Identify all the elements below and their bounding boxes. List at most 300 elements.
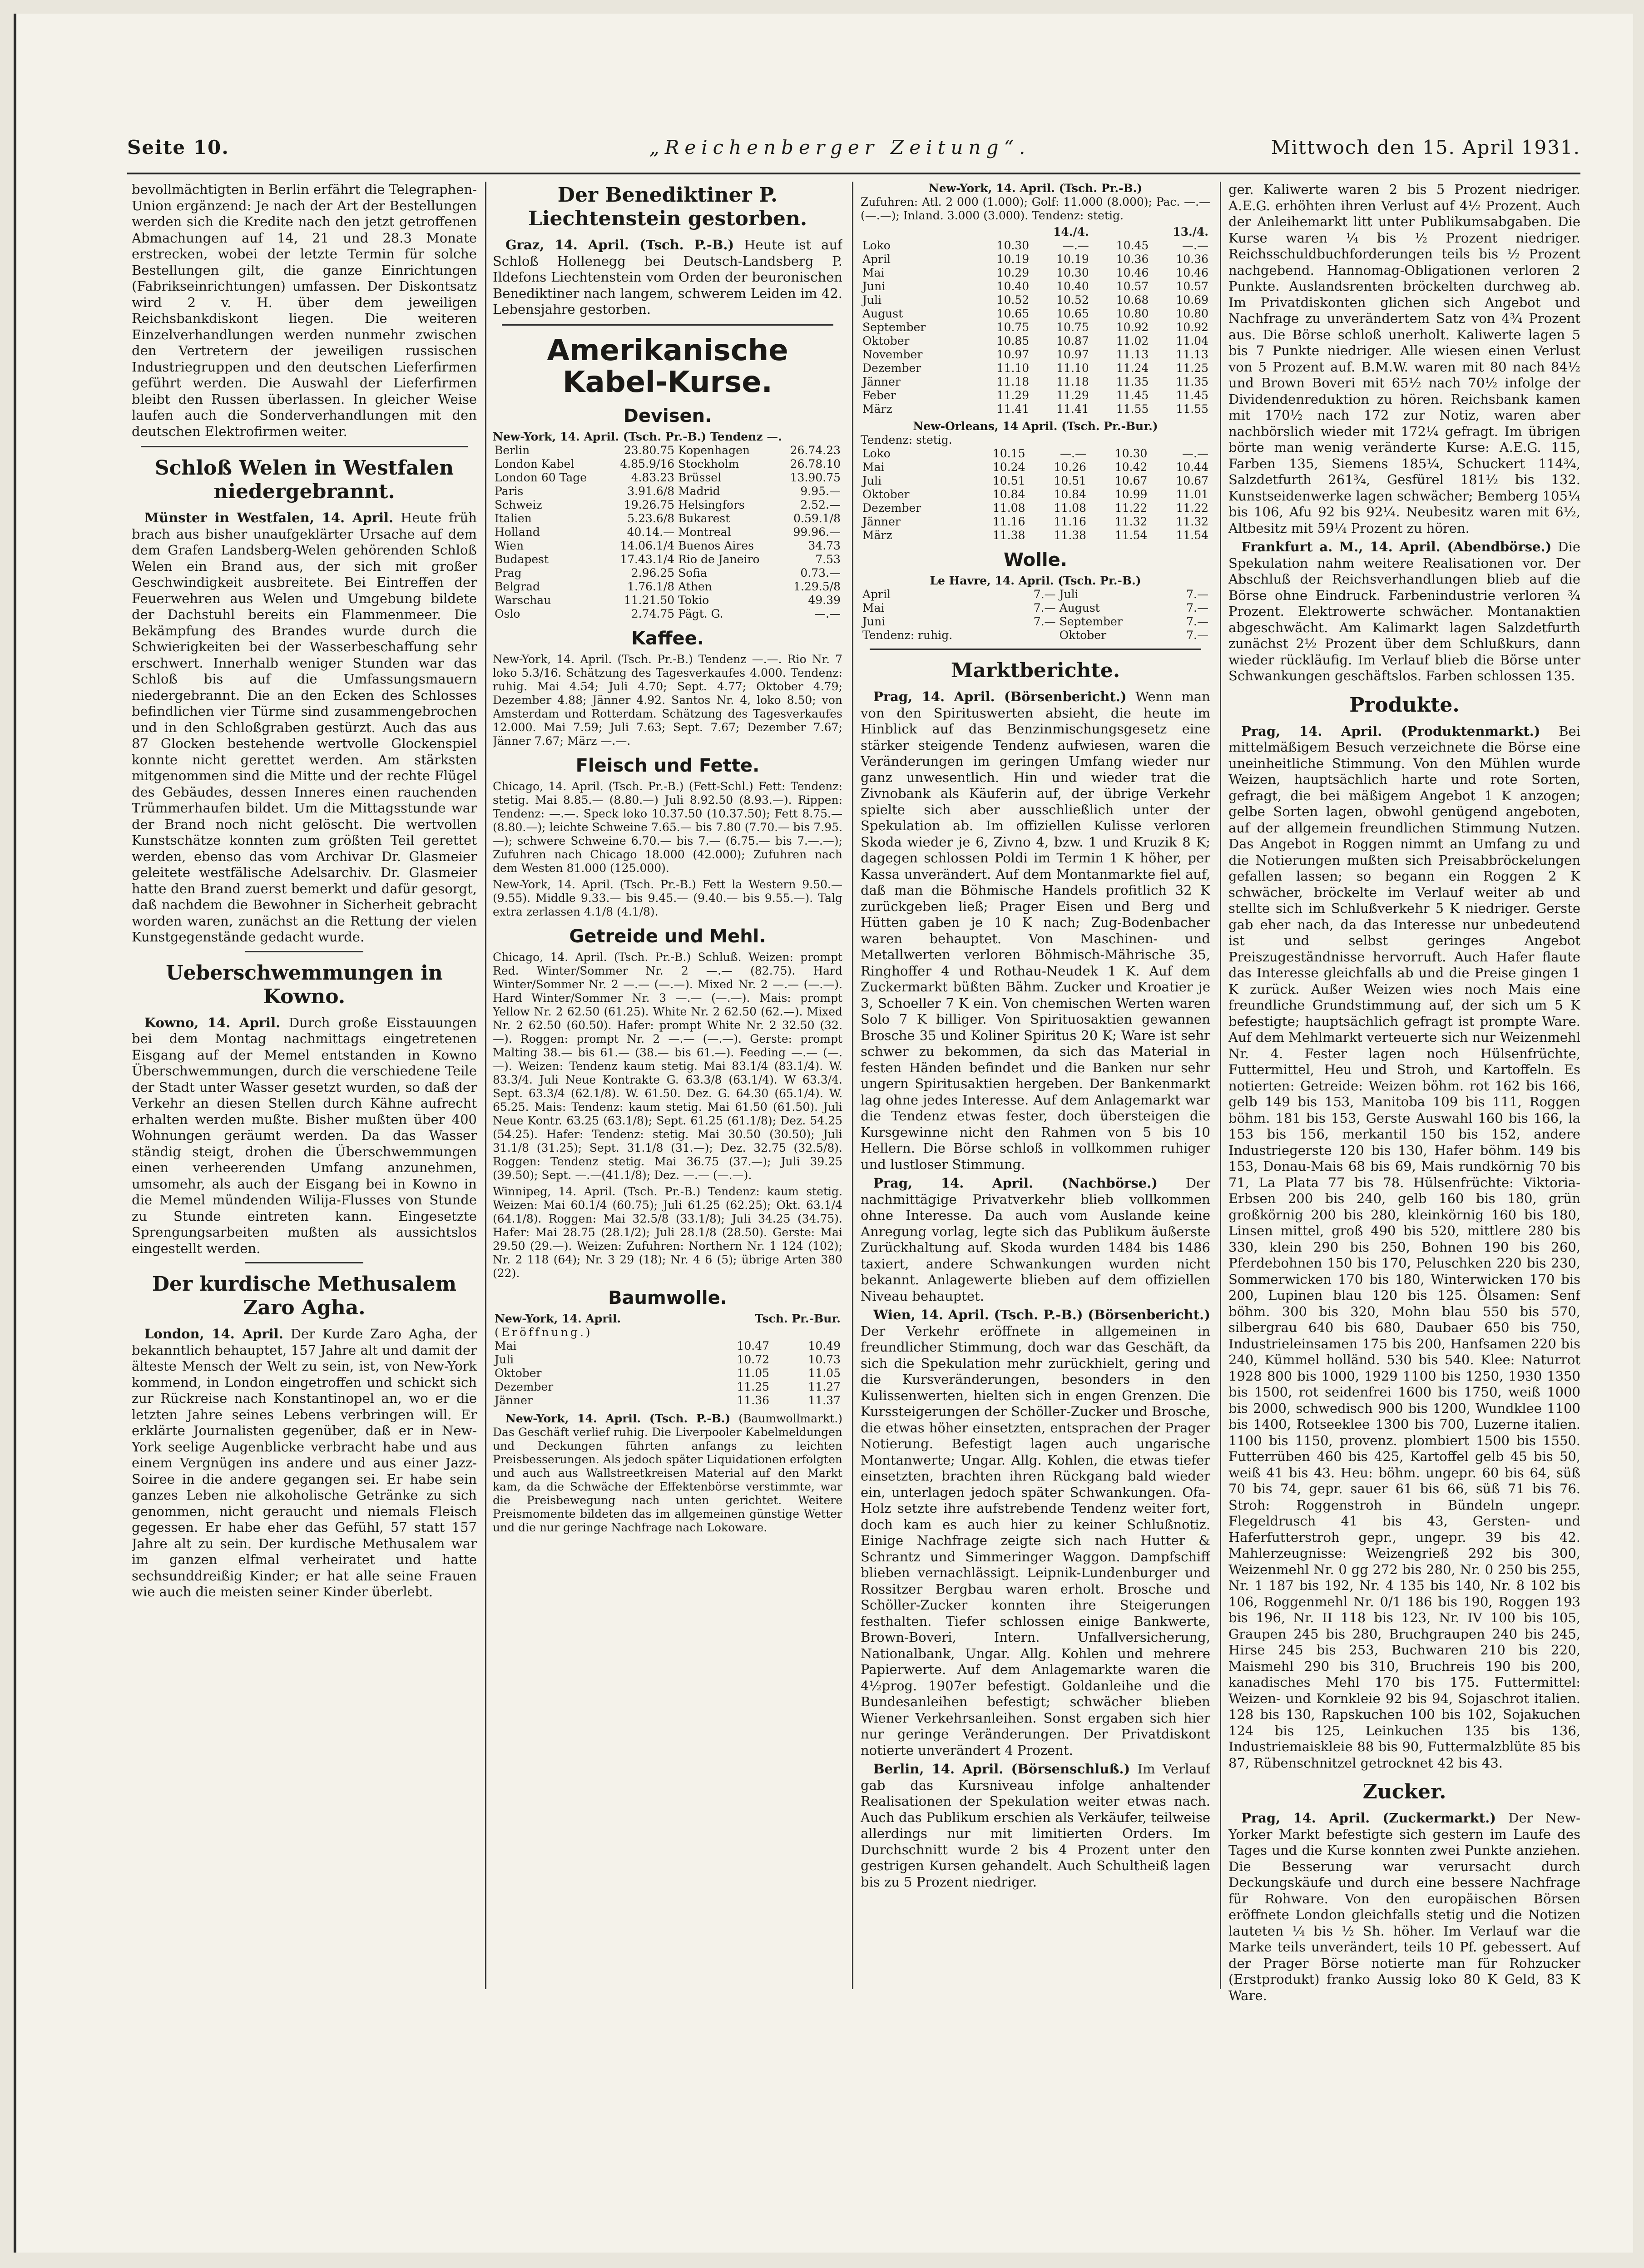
table-row [861,601,1210,615]
table-cell: 23.80.75 [624,443,675,457]
table-cell: 11.29 [1056,389,1089,402]
wolle-rows [861,588,1210,642]
section-title-kabel-kurse: Amerikanische Kabel-Kurse. [547,333,788,399]
table-cell: 10.67 [1176,474,1208,487]
subsection-getreide: Getreide und Mehl. [569,926,766,947]
table-cell: 10.67 [1114,474,1148,487]
table-cell: 10.65 [1056,307,1089,320]
table-cell: 11.45 [1176,389,1208,402]
table-cell: —.— [1060,447,1086,460]
table-cell: 26.74.23 [790,443,841,457]
table-row [493,607,842,621]
table-cell: 11.45 [1116,389,1149,402]
table-cell: 10.46 [1116,266,1149,279]
article-body: Die Spekulation nahm weitere Realisationen vor. Der Abschluß der Reichsverhandlungen blieb auf die Börse ohne Eindruck. Farbenindustrie verloren ¾ Prozent. Elektrowerte schwächer. Montanaktien abgeschwächt. Am Kalimarkt lagen Salzdetfurth zunächst 2½ Prozent über dem Schlußkurs, dann wieder rückläufig. Im Verlauf blieb die Börse unter Schwankungen geschäftslos. Farben schlossen 135. [1228,539,1580,683]
table-cell: 7.— [1186,629,1208,642]
table-cell: 99.96.— [793,525,841,539]
table-cell: 10.52 [996,293,1030,307]
section-title-marktberichte: Marktberichte. [951,659,1120,682]
table-cell: 11.05 [737,1366,770,1380]
dateline: Prag, 14. April. (Börsenbericht.) [873,689,1127,704]
table-cell: 4.85.9/16 [620,457,675,470]
dateline: Berlin, 14. April. (Börsenschluß.) [873,1761,1130,1777]
article-body: (Baumwollmarkt.) Das Geschäft verlief ruhig. Die Liverpooler Kabelmeldungen und Deckungen führten anfangs zu leichten Preisbesserungen. Als jedoch später Liquidationen erfolgten und auch aus Wallstreetkreisen Material auf den Markt kam, da die Schwäche der Effektenbörse verstimmte, war die Preisbewegung nach unten gerichtet. Weitere Preismomente bildeten das im allgemeinen günstige Wetter und die nur geringe Nachfrage nach Lokoware. [493,1411,842,1534]
table-cell: 13./4. [1173,225,1208,238]
table-row [861,615,1210,629]
table-row [493,498,842,512]
table-row [493,457,842,471]
table-cell: Juli [862,474,882,487]
table-row [861,488,1210,501]
section-separator [502,324,833,326]
table-cell: 10.73 [808,1352,841,1366]
table-cell: Juli [862,293,882,307]
table-cell: 10.45 [1116,239,1149,252]
table-cell: 10.30 [996,239,1030,252]
table-cell: 11.41 [1056,402,1089,416]
table-cell: Athen [678,579,712,593]
table-cell: 10.24 [992,461,1025,474]
table-cell: Juni [862,615,886,628]
table-cell: Mai [862,601,885,614]
table-cell: 10.97 [996,348,1030,361]
table-cell: 10.42 [1114,461,1148,474]
wolle-table [861,588,1210,642]
table-cell: 10.75 [996,321,1030,334]
table-row [861,307,1210,321]
column-4 [1228,182,1580,2098]
table-row [861,280,1210,293]
article-body: Der Verkehr eröffnete in allgemeinen in freundlicher Stimmung, doch war das Geschäft, da sich die Spekulation mehr zurückhielt, gering und die Kursveränderungen, besonders in den Kulissenwerten, hielten sich in engen Grenzen. Die Kurssteigerungen der Schöller-Zucker und Brosche, die etwas höher einsetzten, entsprachen der Prager Notierung. Befestigt lagen auch ungarische Montanwerte; Ungar. Allg. Kohlen, die etwas tiefer einsetzten, brachten ihren Rückgang bald wieder ein, unterlagen jedoch später Schwankungen. Ofa-Holz setzte ihre aufstrebende Tendenz weiter fort, doch kam es auch hier zu keiner Schlußnotiz. Einige Nachfrage zeigte sich nach Hutter & Schrantz und Simmeringer Waggon. Dampfschiff blieben vernachlässigt. Leipnik-Lundenburger und Rossitzer Bergbau waren erholt. Brosche und Schöller-Zucker konnten ihre Steigerungen festhalten. Tiefer schlossen einige Bankwerte, Brown-Boveri, Intern. Unfallversicherung, Nationalbank, Ungar. Allg. Kohlen und mehrere Papierwerte. Auf dem Anlagemarkte waren die 4½prog. 1907er befestigt. Goldanleihe und die Bundesanleihen befestigt; schwächer blieben Wiener Verkehrsanleihen. Sonst ergaben sich hier nur geringe Veränderungen. Der Privatdiskont notierte unverändert 4 Prozent. [861,1323,1210,1758]
table-row [493,1353,842,1367]
table-cell: 11.25 [1176,361,1208,375]
table-cell: 14.06.1/4 [620,539,675,552]
table-cell: 10.44 [1176,461,1208,474]
dateline: Prag, 14. April. (Zuckermarkt.) [1241,1810,1496,1826]
dateline: Münster in Westfalen, 14. April. [144,510,394,525]
table-cell: Belgrad [495,579,540,593]
table-cell: 11.21.50 [624,593,675,607]
table-cell: 11.10 [996,361,1030,375]
table-cell: 7.53 [815,552,841,566]
table-cell: 2.74.75 [631,607,675,620]
table-cell: 26.78.10 [790,457,841,470]
table-cell: 11.32 [1114,515,1148,528]
dateline: Prag, 14. April. (Produktenmarkt.) [1241,723,1540,739]
column-1 [132,182,477,2098]
table-cell: 11.16 [992,515,1025,528]
table-cell: 11.02 [1116,334,1149,347]
getreide-text: Chicago, 14. April. (Tsch. Pr.-B.) Schluß. Weizen: prompt Red. Winter/Sommer Nr. 2 —.— (82.75). Hard Winter/Sommer Nr. 2 —.— (—.—). Mixed Nr. 2 —.— (—.—). Hard Winter/Sommer Nr. 3 —.— (—.—). Mais: prompt Yellow Nr. 2 62.50 (61.25). White Nr. 2 62.50 (62.—). Mixed Nr. 2 62.50 (60.50). Hafer: prompt White Nr. 2 32.50 (32.—). Roggen: prompt Nr. 2 —.— (—.—). Gerste: prompt Malting 38.— bis 61.— (38.— bis 61.—). Feeding —.— (—.—). Weizen: Tendenz kaum stetig. Mai 83.1/4 (83.1/4). W. 83.3/4. Juli Neue Kontrakte G. 63.3/8 (63.1/4). W 63.3/4. Sept. 63.3/4 (62.1/8). W. 61.50. Dez. G. 64.30 (65.1/4). W. 65.25. Mais: Tendenz: kaum stetig. Mai 61.50 (61.50). Juli Neue Kontr. 63.25 (63.1/8); Sept. 61.25 (61.1/8); Dez. 54.25 (54.25). Hafer: Tendenz: stetig. Mai 30.50 (30.50); Juli 31.1/8 (31.25); Sept. 31.1/8 (31.—); Dez. 32.75 (32.5/8). Roggen: Tendenz stetig. Mai 36.75 (37.—); Juli 39.25 (39.50); Sept. —.—(41.1/8); Dez. —.— (—.—). [493,950,842,1182]
table-cell: Oktober [862,334,910,347]
table-cell: 11.54 [1176,529,1208,542]
subsection-devisen: Devisen. [623,405,712,426]
table-cell: Mai [862,266,885,279]
headline-zaro-agha: Der kurdische Methusalem Zaro Agha. [152,1273,457,1319]
table-row [861,375,1210,389]
article-continuation: bevollmächtigten in Berlin erfährt die Telegraphen-Union ergänzend: Je nach der Art der Bestellungen werden sich die Kredite nach den jetzt getroffenen Abmachungen auf 14, 21 und 28.3 Monate erstrecken, wobei der letzte Termin für solche Bestellungen gilt, die ganze Einrichtungen (Fabrikseinrichtungen) umfassen. Der Diskontsatz wird 2 v. H. über dem jeweiligen Reichsbankdiskont liegen. Die weiteren Einzelverhandlungen werden nunmehr zwischen den Vertretern der jeweiligen russischen Industriegruppen und den deutschen Lieferfirmen geführt werden. Die Auswahl der Lieferfirmen bleibt den Russen überlassen. In gleicher Weise laufen auch die Sonderverhandlungen mit den deutschen Elektrofirmen weiter. [132,182,477,439]
table-cell: Italien [495,511,532,525]
header-rule [127,173,1580,174]
table-cell: Tendenz: ruhig. [862,629,953,642]
table-row [861,402,1210,416]
table-cell: New-York, 14. April. [495,1312,621,1325]
table-cell: Wien [495,539,524,552]
table-row [861,253,1210,266]
issue-date: Mittwoch den 15. April 1931. [1271,136,1580,158]
table-cell: 1.76.1/8 [627,579,675,593]
table-cell: 11.27 [808,1380,841,1393]
table-cell: Holland [495,525,540,539]
table-row [493,444,842,457]
table-cell: 10.72 [737,1352,770,1366]
table-cell: August [1059,601,1100,614]
table-cell: 11.38 [992,529,1025,542]
table-cell: 0.59.1/8 [793,511,841,525]
article-body: Heute früh brach aus bisher unaufgeklärter Ursache auf dem dem Grafen Landsberg-Welen gehörenden Schloß Welen ein Brand aus, der sich mit großer Geschwindigkeit ausbreitete. Bei Eintreffen der Feuerwehren aus Welen und Umgebung bildete der Dachstuhl bereits ein Flammenmeer. Die Bekämpfung des Brandes wurde durch die Schwierigkeiten bei der Wasserbeschaffung sehr erschwert. Innerhalb weniger Stunden war das Schloß bis auf die Umfassungsmauern niedergebrannt. Die an den Ecken des Schlosses befindlichen vier Türme sind zusammengebrochen und in den Schloßgraben gestürzt. Auch das aus 87 Glocken bestehende wertvolle Glockenspiel konnte nicht gerettet werden. Am stärksten mitgenommen sind die Mitte und der rechte Flügel des Gebäudes, dessen Inneres einen rauchenden Trümmerhaufen bildet. Um die Mittagsstunde war der Brand noch nicht gelöscht. Die wertvollen Kunstschätze konnten zum größten Teil gerettet werden, ebenso das vom Archivar Dr. Glasmeier geleitete westfälische Adelsarchiv. Dr. Glasmeier hatte den Brand zuerst bemerkt und dafür gesorgt, daß nachdem die Bewohner in Sicherheit gebracht worden waren, zunächst an die Rettung der vielen Kunstgegenstände gedacht wurde. [132,510,477,945]
column-3 [861,182,1210,2098]
table-cell [861,225,971,239]
table-cell: London Kabel [495,457,574,470]
table-cell: Oktober [495,1366,542,1380]
dateline: Frankfurt a. M., 14. April. (Abendbörse.) [1241,539,1552,555]
table-cell: 11.25 [737,1380,770,1393]
table-cell: 3.91.6/8 [627,484,675,498]
table-cell: Brüssel [678,470,722,484]
table-cell: 7.— [1033,588,1056,601]
table-row [493,1394,842,1407]
table-row [861,629,1210,642]
table-cell: Madrid [678,484,720,498]
subsection-baumwolle: Baumwolle. [608,1287,727,1308]
devisen-table [493,444,842,621]
table-cell: 11.37 [808,1393,841,1407]
table-row [493,485,842,498]
table-cell: Sofia [678,566,707,579]
table-cell: 10.69 [1176,293,1208,307]
table-cell: 40.14.— [627,525,675,539]
table-row [861,348,1210,361]
kaffee-text: New-York, 14. April. (Tsch. Pr.-B.) Tendenz —.—. Rio Nr. 7 loko 5.3/16. Schätzung des Tagesverkaufes 4.000. Tendenz: ruhig. Mai 4.54; Juli 4.70; Sept. 4.77; Oktober 4.79; Dezember 4.88; Jänner 4.92. Santos Nr. 4, loko 8.50; von Amsterdam und Rotterdam. Schätzung des Tagesverkaufes 12.000. Mai 7.59; Juli 7.63; Sept. 7.67; Dezember 7.67; Jänner 7.67; März —.—. [493,652,842,748]
table-row [493,1312,842,1326]
table-cell: 7.— [1186,601,1208,614]
article-separator [141,446,468,447]
table-cell: 11.18 [1056,375,1089,388]
table-cell: 10.99 [1114,488,1148,501]
table-cell: 10.49 [808,1339,841,1352]
table-cell: 10.26 [1054,461,1086,474]
table-cell: 11.36 [737,1393,770,1407]
table-cell: 10.57 [1176,280,1208,293]
headline-schloss-welen: Schloß Welen in Westfalen niedergebrannt. [154,456,454,503]
headline-liechtenstein: Der Benediktiner P. Liechtenstein gestorben. [528,183,807,230]
table-row [861,321,1210,334]
table-cell: 10.29 [996,266,1030,279]
column-divider [852,182,853,1989]
table-cell: 10.80 [1116,307,1149,320]
table-row [493,525,842,539]
table-cell: 10.80 [1176,307,1208,320]
article-body: Bei mittelmäßigem Besuch verzeichnete die Börse eine uneinheitliche Stimmung. Von den Mühlen wurde Weizen, hauptsächlich harte und rote Sorten, gefragt, die bei mäßigem Angebot 1 K anzogen; gelbe Sorten lagen, obwohl genügend angeboten, auf der allgemein freundlichen Stimmung Nutzen. Das Angebot in Roggen nimmt an Umfang zu und die Notierungen mußten sich Preisabbröckelungen gefallen lassen; so begann ein Roggen 2 K schwächer, bröckelte im Verlauf weiter ab und stellte sich im Schlußverkehr 5 K niedriger. Gerste gab eher nach, da das Interesse nur unbedeutend ist und selbst geringes Angebot Preiszugeständnisse hervorruft. Auch Hafer flaute das Interesse gleichfalls ab und die Preise gingen 1 K zurück. Außer Weizen wies noch Mais eine freundliche Grundstimmung auf, der sich um 5 K befestigte; hauptsächlich gefragt ist prompte Ware. Auf dem Mehlmarkt verteuerte sich nur Weizenmehl Nr. 4. Fester lagen noch Hülsenfrüchte, Futtermittel, Heu und Stroh, und Kartoffeln. Es notierten: Getreide: Weizen böhm. rot 162 bis 166, gelb 149 bis 153, Manitoba 109 bis 111, Roggen böhm. 181 bis 153, Gerste Auswahl 160 bis 166, la 153 bis 156, merkantil 150 bis 152, andere Industriegerste 120 bis 130, Hafer böhm. 149 bis 153, Donau-Mais 68 bis 69, Mais rundkörnig 70 bis 71, La Plata 77 bis 78. Hülsenfrüchte: Viktoria-Erbsen 200 bis 240, gelb 160 bis 180, grün großkörnig 200 bis 280, kleinkörnig 160 bis 180, Linsen mittel, groß 490 bis 520, mittlere 280 bis 330, klein 290 bis 250, Bohnen 190 bis 260, Pferdebohnen 150 bis 170, Peluschken 220 bis 230, Sommerwicken 170 bis 180, Winterwicken 170 bis 200, Lupinen blau 120 bis 125. Ölsamen: Senf böhm. 300 bis 320, Mohn blau 550 bis 570, silbergrau 640 bis 680, Daubaer 650 bis 750, Industrieleinsamen 175 bis 200, Hanfsamen 220 bis 240, Kümmel holländ. 530 bis 540. Klee: Naturrot 1928 800 bis 1000, 1929 1100 bis 1250, 1930 1350 bis 1500, rot seidenfrei 1600 bis 1750, weiß 1000 bis 2000, schwedisch 900 bis 1200, Wundklee 1100 bis 1400, Rotseeklee 1300 bis 700, Luzerne italien. 1100 bis 1150, provenz. plombiert 1500 bis 1550. Futterrüben 460 bis 425, Kartoffel gelb 45 bis 50, weiß 41 bis 43. Heu: böhm. ungepr. 60 bis 64, süß 70 bis 74, gepr. sauer 61 bis 66, süß 71 bis 76. Stroh: Roggenstroh in Bündeln ungepr. Flegeldrusch 41 bis 43, Gersten- und Haferfutterstroh gepr., ungepr. 39 bis 42. Mahlerzeugnisse: Weizengrieß 292 bis 300, Weizenmehl Nr. 0 gg 272 bis 280, Nr. 0 250 bis 255, Nr. 1 187 bis 192, Nr. 4 135 bis 140, Nr. 8 102 bis 106, Roggenmehl Nr. 0/1 186 bis 190, Roggen 193 bis 196, Nr. II 118 bis 123, Nr. IV 100 bis 105, Graupen 245 bis 280, Bruchgraupen 240 bis 245, Hirse 245 bis 253, Buchwaren 210 bis 220, Maismehl 290 bis 310, Bruchreis 190 bis 200, kanadisches Mehl 170 bis 175. Futtermittel: Weizen- und Kornkleie 92 bis 94, Sojaschrot italien. 128 bis 130, Rapskuchen 100 bis 102, Sojakuchen 124 bis 125, Leinkuchen 135 bis 136, Industriemaiskleie 88 bis 90, Futtermalzblüte 85 bis 87, Rübenschnitzel getrocknet 42 bis 43. [1228,723,1580,1771]
table-cell: 5.23.6/8 [627,511,675,525]
table-cell: 11.24 [1116,361,1149,375]
no-cotton-table [861,447,1210,542]
table-cell: 11.08 [992,501,1025,515]
table-cell: Prag [495,566,522,579]
table-cell: Pägt. G. [678,607,723,620]
table-row [861,266,1210,280]
column-2 [493,182,842,2098]
table-cell: —.— [1062,239,1089,252]
table-cell: Juli [1059,588,1079,601]
table-cell: 10.92 [1176,321,1208,334]
article-body: Der Kurde Zaro Agha, der bekanntlich behauptet, 157 Jahre alt und damit der älteste Mensch der Welt zu sein, ist, von New-York kommend, in London eingetroffen und schickt sich zur Rückreise nach Konstantinopel an, wo er die letzten Jahre seines Lebens verbringen will. Er erklärte Journalisten gegenüber, daß er in New-York seelige Augenblicke verbracht habe und aus einem Vergnügen ins andere und aus einer Jazz-Soiree in die andere gegangen sei. Er habe sein ganzes Leben nie alkoholische Getränke zu sich genommen, nicht geraucht und niemals Fleisch gegessen. Er habe eher das Gefühl, 57 statt 157 Jahre alt zu sein. Der kurdische Methusalem war im ganzen elfmal verheiratet und hatte sechsunddreißig Kinder; er hat alle seine Frauen wie auch die meisten seiner Kinder überlebt. [132,1326,477,1599]
table-row [493,512,842,525]
table-cell: Dezember [495,1380,554,1393]
table-cell: 11.55 [1116,402,1149,416]
ny-header: New-York, 14. April. (Tsch. Pr.-B.) [928,182,1143,195]
table-cell: August [862,307,903,320]
table-cell: 19.26.75 [624,498,675,511]
no-tendenz: Tendenz: stetig. [861,433,952,446]
table-cell: 11.29 [996,389,1030,402]
subsection-wolle: Wolle. [1004,550,1067,570]
table-cell: 10.47 [737,1339,770,1352]
table-cell: 4.83.23 [631,470,675,484]
table-cell: 7.— [1186,588,1208,601]
table-cell: 10.36 [1176,253,1208,266]
table-cell: 7.— [1033,615,1056,628]
table-row [861,389,1210,402]
table-cell: 11.08 [1054,501,1086,515]
table-row [493,471,842,485]
table-cell: Schweiz [495,498,542,511]
dateline: London, 14. April. [144,1326,283,1342]
section-title-zucker: Zucker. [1362,1780,1446,1803]
article-separator [245,951,363,952]
table-cell: Feber [862,389,896,402]
dateline: Wien, 14. April. (Tsch. P.-B.) (Börsenbericht.) [873,1307,1210,1322]
table-cell: Warschau [495,593,551,607]
table-cell: Berlin [495,443,530,457]
table-cell: 1.29.5/8 [793,579,841,593]
table-cell: 9.95.— [800,484,841,498]
dateline: New-York, 14. April. (Tsch. P.-B.) [505,1411,731,1425]
newspaper-title: „Reichenberger Zeitung“. [649,136,1031,158]
table-cell: 10.57 [1116,280,1149,293]
table-cell: Rio de Janeiro [678,552,760,566]
table-cell: 11.16 [1054,515,1086,528]
table-row [861,474,1210,488]
table-row [493,1326,842,1339]
table-cell: 10.30 [1114,447,1148,460]
table-cell: 49.39 [808,593,841,607]
devisen-header: New-York, 14. April. (Tsch. Pr.-B.) Tendenz —. [493,430,782,443]
headline-kowno: Ueberschwemmungen in Kowno. [166,961,443,1008]
baumwolle-table [493,1312,842,1407]
table-cell: Montreal [678,525,731,539]
table-cell: Helsingfors [678,498,745,511]
no-header: New-Orleans, 14 April. (Tsch. Pr.-Bur.) [913,420,1158,433]
table-cell: —.— [814,607,841,620]
article-body: Heute ist auf Schloß Hollenegg bei Deutsch-Landsberg P. Ildefons Liechtenstein vom Orden der beuronischen Benediktiner nach langem, schwerem Leiden im 42. Lebensjahre gestorben. [493,237,842,317]
table-cell: 34.73 [808,539,841,552]
table-cell: 10.97 [1056,348,1089,361]
table-cell: 11.05 [808,1366,841,1380]
table-cell: Juni [862,280,886,293]
table-cell: 10.46 [1176,266,1208,279]
table-cell: September [862,321,926,334]
dateline: Kowno, 14. April. [144,1015,281,1030]
table-cell: Paris [495,484,524,498]
ny-rows [861,239,1210,416]
table-cell: 11.41 [996,402,1030,416]
table-cell: 13.90.75 [790,470,841,484]
subsection-kaffee: Kaffee. [631,628,704,649]
table-cell: 14./4. [1053,225,1089,238]
table-row [861,293,1210,307]
table-cell: 11.13 [1176,348,1208,361]
table-row [493,594,842,607]
table-row [861,461,1210,474]
table-cell: Tokio [678,593,709,607]
article-body: Durch große Eisstauungen bei dem Montag nachmittags eingetretenen Eisgang auf der Memel entstanden in Kowno Überschwemmungen, durch die verschiedene Teile der Stadt unter Wasser gesetzt wurden, so daß der Verkehr an diesen Stellen durch Kähne aufrecht erhalten werden mußte. Bisher mußten über 400 Wohnungen geräumt werden. Da das Wasser ständig steigt, drohen die Überschwemmungen einen verheerenden Umfang anzunehmen, umsomehr, als auch der Eisgang bei in Kowno in die Memel mündenden Wilija-Flusses von Stunde zu Stunde eintreten kann. Eingesetzte Sprengungsarbeiten mußten als aussichtslos eingestellt werden. [132,1015,477,1256]
baumwolle-rows [493,1339,842,1407]
table-row [493,580,842,594]
table-cell: Budapest [495,552,549,566]
table-cell: Loko [862,447,891,460]
table-cell: 17.43.1/4 [620,552,675,566]
table-row [861,239,1210,253]
table-cell: Jänner [495,1393,533,1407]
table-cell: Oktober [1059,629,1107,642]
table-cell: Kopenhagen [678,443,750,457]
table-row [493,566,842,580]
table-cell [1015,629,1058,642]
table-cell: Juli [495,1352,514,1366]
table-row [493,1380,842,1394]
table-cell: 11.55 [1176,402,1208,416]
ny-cotton-table [861,225,1210,416]
table-cell: April [862,588,891,601]
table-cell: 11.32 [1176,515,1208,528]
section-title-produkte: Produkte. [1349,693,1460,717]
no-rows [861,447,1210,542]
table-cell: Loko [862,239,891,252]
table-cell: 11.22 [1176,501,1208,515]
table-cell: —.— [1182,239,1208,252]
subsection-fleisch: Fleisch und Fette. [575,755,760,776]
table-cell: März [862,529,892,542]
table-row [493,553,842,566]
table-row [861,334,1210,348]
table-cell: September [1059,615,1123,628]
table-cell: 10.75 [1056,321,1089,334]
table-row [861,501,1210,515]
table-cell: 11.01 [1176,488,1208,501]
table-row [493,539,842,553]
table-cell: Oslo [495,607,520,620]
fleisch-text: Chicago, 14. April. (Tsch. Pr.-B.) (Fett-Schl.) Fett: Tendenz: stetig. Mai 8.85.— (8.80.—) Juli 8.92.50 (8.93.—). Rippen: Tendenz: —.—. Speck loko 10.37.50 (10.37.50); Fett 8.75.— (8.80.—); leichte Schweine 7.65.— bis 7.80 (7.70.— bis 7.95.—); schwere Schweine 6.70.— bis 7.— (6.75.— bis 7.—.—); Zufuhren nach Chicago 18.000 (42.000); Zufuhren nach dem Westen 81.000 (125.000). [493,779,842,875]
table-cell: 10.15 [992,447,1025,460]
table-cell: 11.54 [1114,529,1148,542]
section-separator [870,649,1201,650]
table-cell: 10.84 [992,488,1025,501]
article-separator [245,1262,363,1263]
table-row [861,447,1210,461]
dateline: Prag, 14. April. (Nachbörse.) [873,1175,1158,1191]
table-cell: 10.84 [1054,488,1086,501]
table-cell: 10.87 [1056,334,1089,347]
table-cell: 7.— [1033,601,1056,614]
table-cell: 10.36 [1116,253,1149,266]
table-cell: Mai [495,1339,517,1352]
table-cell: 10.85 [996,334,1030,347]
table-cell: Tsch. Pr.-Bur. [755,1312,841,1325]
table-cell: 11.35 [1116,375,1149,388]
article-body: Wenn man von den Spirituswerten absieht, die heute im Hinblick auf das Benzinmischungsgesetz eine stärker steigende Tendenz aufwiesen, waren die Veränderungen im geringen Umfang wieder nur ganz unwesentlich. Hin und wieder trat die Zivnobank als Käuferin auf, der übrige Verkehr spielte sich aber ausschließlich unter der Spekulation ab. Im offiziellen Kulisse verloren Skoda wieder je 6, Zivno 4, bzw. 1 und Kruzik 8 K; dagegen schlossen Poldi im Termin 1 K höher, per Kassa unverändert. Auf dem Montanmarkte fiel auf, daß man die Böhmische Handels profitlich 32 K zurückgeben ließ; Prager Eisen und Berg und Hütten gaben je 10 K nach; Zug-Bodenbacher waren behauptet. Von Maschinen- und Metallwerten verloren Böhmisch-Mährische 35, Ringhoffer 4 und Rothau-Neudek 1 K. Auf dem Zuckermarkt büßten Bähm. Zucker und Kroatier je 3, Schoeller 7 K ein. Von chemischen Werten waren Solo 7 K billiger. Von Spirituosaktien gewannen Brosche 35 und Koliner Spiritus 20 K; Ware ist sehr schwer zu bekommen, da sich das Material in festen Händen befindet und die Banken nur sehr ungern Spiritusaktien hergeben. Der Bankenmarkt lag ohne jedes Interesse. Auf dem Anlagemarkt war die Tendenz etwas fester, doch übersteigen die Kursgewinne nicht den Rahmen von 5 bis 10 Hellern. Die Börse schloß in vollkommen ruhiger und lustloser Stimmung. [861,689,1210,1172]
table-row [861,361,1210,375]
table-row [861,588,1210,601]
table-row [861,515,1210,529]
article-body: Der nachmittägige Privatverkehr blieb vollkommen ohne Interesse. Da auch vom Auslande keine Anregung vorlag, legte sich das Publikum äußerste Zurückhaltung auf. Skoda wurden 1484 bis 1486 taxiert, andere Schwankungen wurden nicht bekannt. Anlagewerte blieben auf dem offiziellen Niveau behauptet. [861,1175,1210,1304]
table-cell: März [862,402,892,416]
ny-zufuhren: Zufuhren: Atl. 2 000 (1.000); Golf: 11.000 (8.000); Pac. —.— (—.—); Inland. 3.000 (3.000). Tendenz: stetig. [861,195,1210,222]
table-cell: 11.18 [996,375,1030,388]
table-cell: 0.73.— [800,566,841,579]
table-cell: 7.— [1186,615,1208,628]
table-cell: 11.38 [1054,529,1086,542]
table-cell: 11.10 [1056,361,1089,375]
table-cell: 10.51 [1054,474,1086,487]
table-row [861,529,1210,542]
page-header [127,136,1580,173]
column-divider [1220,182,1221,1989]
table-row [493,1367,842,1380]
table-cell: Dezember [862,361,921,375]
table-cell: Oktober [862,488,910,501]
table-cell: 11.35 [1176,375,1208,388]
table-cell: 10.40 [996,280,1030,293]
article-body: Im Verlauf gab das Kursniveau infolge anhaltender Realisationen der Spekulation weiter etwas nach. Auch das Publikum erschien als Verkäufer, teilweise allerdings nur mit limitierten Orders. Im Durchschnitt wurde 2 bis 4 Prozent unter den gestrigen Kursen gehandelt. Auch Schultheiß lagen bis zu 5 Prozent niedriger. [861,1761,1210,1890]
table-cell: Mai [862,461,885,474]
table-cell: 2.96.25 [631,566,675,579]
table-cell: 10.92 [1116,321,1149,334]
table-cell: Jänner [862,375,901,388]
table-cell: (Eröffnung.) [495,1325,593,1339]
table-cell: Bukarest [678,511,730,525]
table-cell: 10.65 [996,307,1030,320]
table-cell: 2.52.— [800,498,841,511]
table-cell: 11.13 [1116,348,1149,361]
table-cell: Stockholm [678,457,739,470]
table-cell: 10.30 [1056,266,1089,279]
page-number: Seite 10. [127,136,229,158]
article-continuation: ger. Kaliwerte waren 2 bis 5 Prozent niedriger. A.E.G. erhöhten ihren Verlust auf 4½ Prozent. Auch der Anleihemarkt litt unter Publikumsabgaben. Die Kurse waren ¼ bis ½ Prozent niedriger. Reichsschuldbuchforderungen teils bis ½ Prozent nachgebend. Hannomag-Obligationen verloren 2 Punkte. Auslandsrenten bröckelten durchweg ab. Im Privatdiskonten glichen sich Angebot und Nachfrage zu unverändertem Satz von 4¾ Prozent aus. Die Börse schloß unerholt. Kaliwerte lagen 5 bis 7 Punkte niedriger. Alle wiesen einen Verlust von 5 Prozent auf. B.M.W. waren mit 80 nach 84½ und Brown Boveri mit 65½ nach 70½ infolge der Dividendenreduktion zu hören. Reichsbank kamen mit 170½ nach 172 zur Notiz, waren aber nachbörslich wieder mit 172¼ gefragt. Im übrigen börte man wenig veränderte Kurse: A.E.G. 115, Farben 135, Siemens 185¼, Schuckert 114¾, Salzdetfurth 261¾, Gesfürel 181½ bis 132. Kunstseidenwerke lagen schwächer; Bemberg 105¼ bis 106, Afu 92 bis 92¼. Neubesitz waren mit 6½, Altbesitz mit 59¼ Prozent zu hören. [1228,182,1580,536]
wolle-header: Le Havre, 14. April. (Tsch. Pr.-B.) [930,574,1141,587]
table-cell: April [862,253,891,266]
table-cell: Buenos Aires [678,539,754,552]
table-cell: —.— [1182,447,1208,460]
table-cell: 11.04 [1176,334,1208,347]
table-cell: 10.68 [1116,293,1149,307]
table-cell: 10.40 [1056,280,1089,293]
column-divider [485,182,486,1989]
table-row [493,1339,842,1353]
table-cell: 10.52 [1056,293,1089,307]
table-cell: Dezember [862,501,921,515]
table-cell: London 60 Tage [495,470,587,484]
